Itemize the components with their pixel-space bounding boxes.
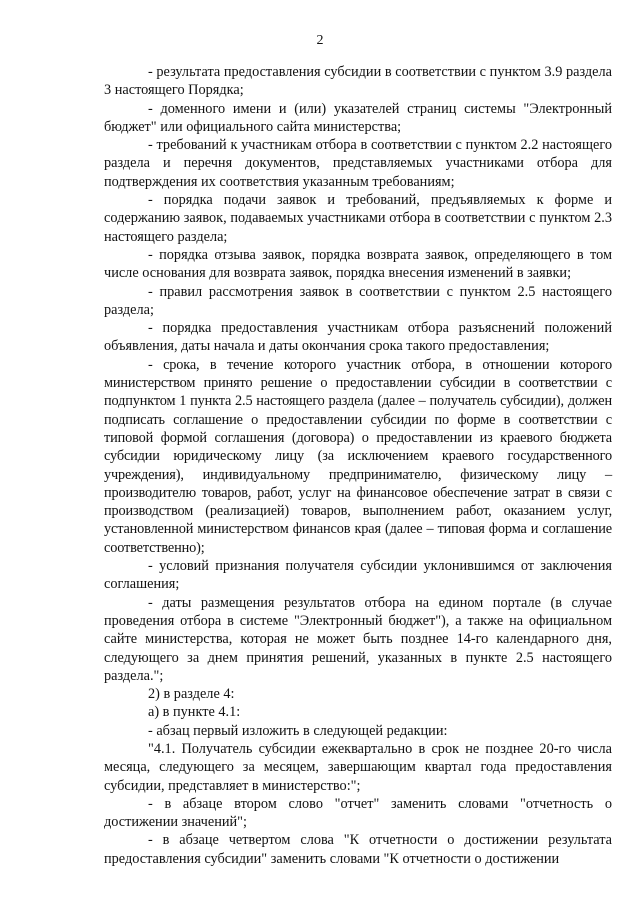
paragraph: - правил рассмотрения заявок в соответствии с пунктом 2.5 настоящего раздела; (104, 283, 612, 318)
paragraph: - порядка подачи заявок и требований, предъявляемых к форме и содержанию заявок, подаваемых участниками отбора в соответствии с пунктом 2.3 настоящего раздела; (104, 192, 612, 245)
paragraph: "4.1. Получатель субсидии ежеквартально в срок не позднее 20-го числа месяца, следующего за месяцем, завершающим квартал года предоставления субсидии, представляет в министерство:"; (104, 740, 612, 794)
paragraph: - требований к участникам отбора в соответствии с пунктом 2.2 настоящего раздела и перечня документов, представляемых участниками отбора для подтверждения их соответствия указанным требованиям; (104, 137, 612, 190)
page-number: 2 (316, 33, 324, 48)
paragraph: - даты размещения результатов отбора на едином портале (в случае проведения отбора в системе "Электронный бюджет"), а также на официальном сайте министерства, которая не может быть позднее 14-го календарного дня, следующего за днем принятия решений, указанных в пункте 2.5 настоящего раздела."; (104, 594, 612, 684)
paragraph: - в абзаце втором слово "отчет" заменить словами "отчетность о достижении значений"; (104, 795, 612, 831)
paragraph: - порядка отзыва заявок, порядка возврата заявок, определяющего в том числе основания для возврата заявок, порядка внесения изменений в заявки; (104, 246, 612, 282)
paragraph: - результата предоставления субсидии в соответствии с пунктом 3.9 раздела 3 настоящего Порядка; (104, 64, 612, 99)
paragraph: - доменного имени и (или) указателей страниц системы "Электронный бюджет" или официального сайта министерства; (104, 100, 612, 135)
paragraph: - срока, в течение которого участник отбора, в отношении которого министерством принято решение о предоставлении субсидии в соответствии с подпунктом 1 пункта 2.5 настоящего раздела (далее – получатель субсидии), должен подписать соглашение о предоставлении субсидии по форме в соответствии с типовой формой соглашения (договора) о предоставлении из краевого бюджета субсидии юридическому лицу (за исключением краевого государственного учреждения), индивидуальному предпринимателю, физическому лицу – производителю товаров, работ, услуг на финансовое обеспечение затрат в связи с производством (реализацией) товаров, выполнением работ, оказанием услуг, установленной министерством финансов края (далее – типовая форма и соглашение соответственно); (104, 356, 612, 556)
paragraph: - в абзаце четвертом слова "К отчетности о достижении результата предоставления субсидии" заменить словами "К отчетности о достижении (104, 832, 612, 867)
paragraph: - порядка предоставления участникам отбора разъяснений положений объявления, даты начала и даты окончания срока такого предоставления; (104, 320, 612, 355)
paragraph: - абзац первый изложить в следующей редакции: (148, 722, 448, 739)
paragraph: 2) в разделе 4: (148, 686, 235, 703)
document-body (104, 63, 612, 868)
paragraph: - условий признания получателя субсидии уклонившимся от заключения соглашения; (104, 558, 612, 593)
paragraph: а) в пункте 4.1: (148, 704, 241, 721)
